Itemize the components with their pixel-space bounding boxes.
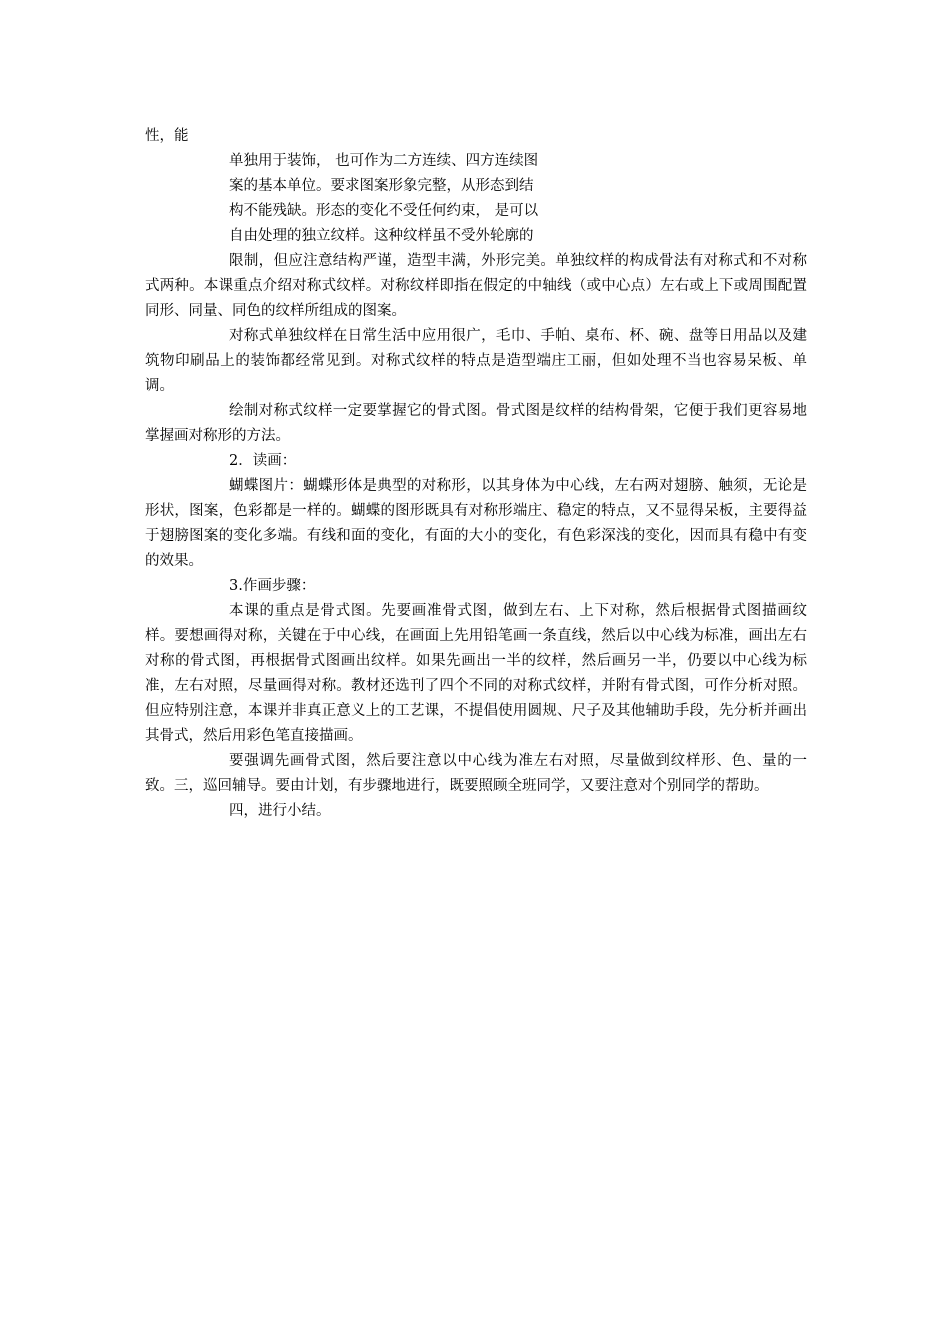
paragraph: 要强调先画骨式图，然后要注意以中心线为准左右对照，尽量做到纹样形、色、量的一致。三，巡回辅导。要由计划，有步骤地进行，既要照顾全班同学，又要注意对个别同学的帮助。 (145, 753, 807, 794)
paragraph: 对称式单独纹样在日常生活中应用很广，毛巾、手帕、桌布、杯、碗、盘等日用品以及建筑物印刷品上的装饰都经常见到。对称式纹样的特点是造型端庄工丽，但如处理不当也容易呆板、单调。 (145, 328, 807, 394)
text-line: 自由处理的独立纹样。这种纹样虽不受外轮廓的 (229, 228, 534, 244)
text-line: 案的基本单位。要求图案形象完整，从形态到结 (229, 178, 534, 194)
section-heading: 3.作画步骤： (229, 578, 316, 594)
section-heading: 2．读画： (229, 453, 297, 469)
text-line: 构不能残缺。形态的变化不受任何约束， 是可以 (229, 203, 539, 219)
document-body (145, 124, 807, 824)
paragraph: 四，进行小结。 (229, 803, 331, 819)
paragraph: 限制，但应注意结构严谨，造型丰满，外形完美。单独纹样的构成骨法有对称式和不对称式两种。本课重点介绍对称式纹样。对称纹样即指在假定的中轴线（或中心点）左右或上下或周围配置同形、同量、同色的纹样所组成的图案。 (145, 253, 807, 319)
text-line: 性，能 (145, 128, 189, 144)
text-line: 单独用于装饰， 也可作为二方连续、四方连续图 (229, 153, 539, 169)
paragraph: 蝴蝶图片：蝴蝶形体是典型的对称形，以其身体为中心线，左右两对翅膀、触须，无论是形状，图案，色彩都是一样的。蝴蝶的图形既具有对称形端庄、稳定的特点，又不显得呆板，主要得益于翅膀图案的变化多端。有线和面的变化，有面的大小的变化，有色彩深浅的变化，因而具有稳中有变的效果。 (145, 478, 807, 569)
paragraph: 本课的重点是骨式图。先要画准骨式图，做到左右、上下对称，然后根据骨式图描画纹样。要想画得对称，关键在于中心线，在画面上先用铅笔画一条直线，然后以中心线为标准，画出左右对称的骨式图，再根据骨式图画出纹样。如果先画出一半的纹样，然后画另一半，仍要以中心线为标准，左右对照，尽量画得对称。教材还选刊了四个不同的对称式纹样，并附有骨式图，可作分析对照。但应特别注意，本课并非真正意义上的工艺课，不提倡使用圆规、尺子及其他辅助手段，先分析并画出其骨式，然后用彩色笔直接描画。 (145, 603, 807, 744)
paragraph: 绘制对称式纹样一定要掌握它的骨式图。骨式图是纹样的结构骨架，它便于我们更容易地掌握画对称形的方法。 (145, 403, 807, 444)
